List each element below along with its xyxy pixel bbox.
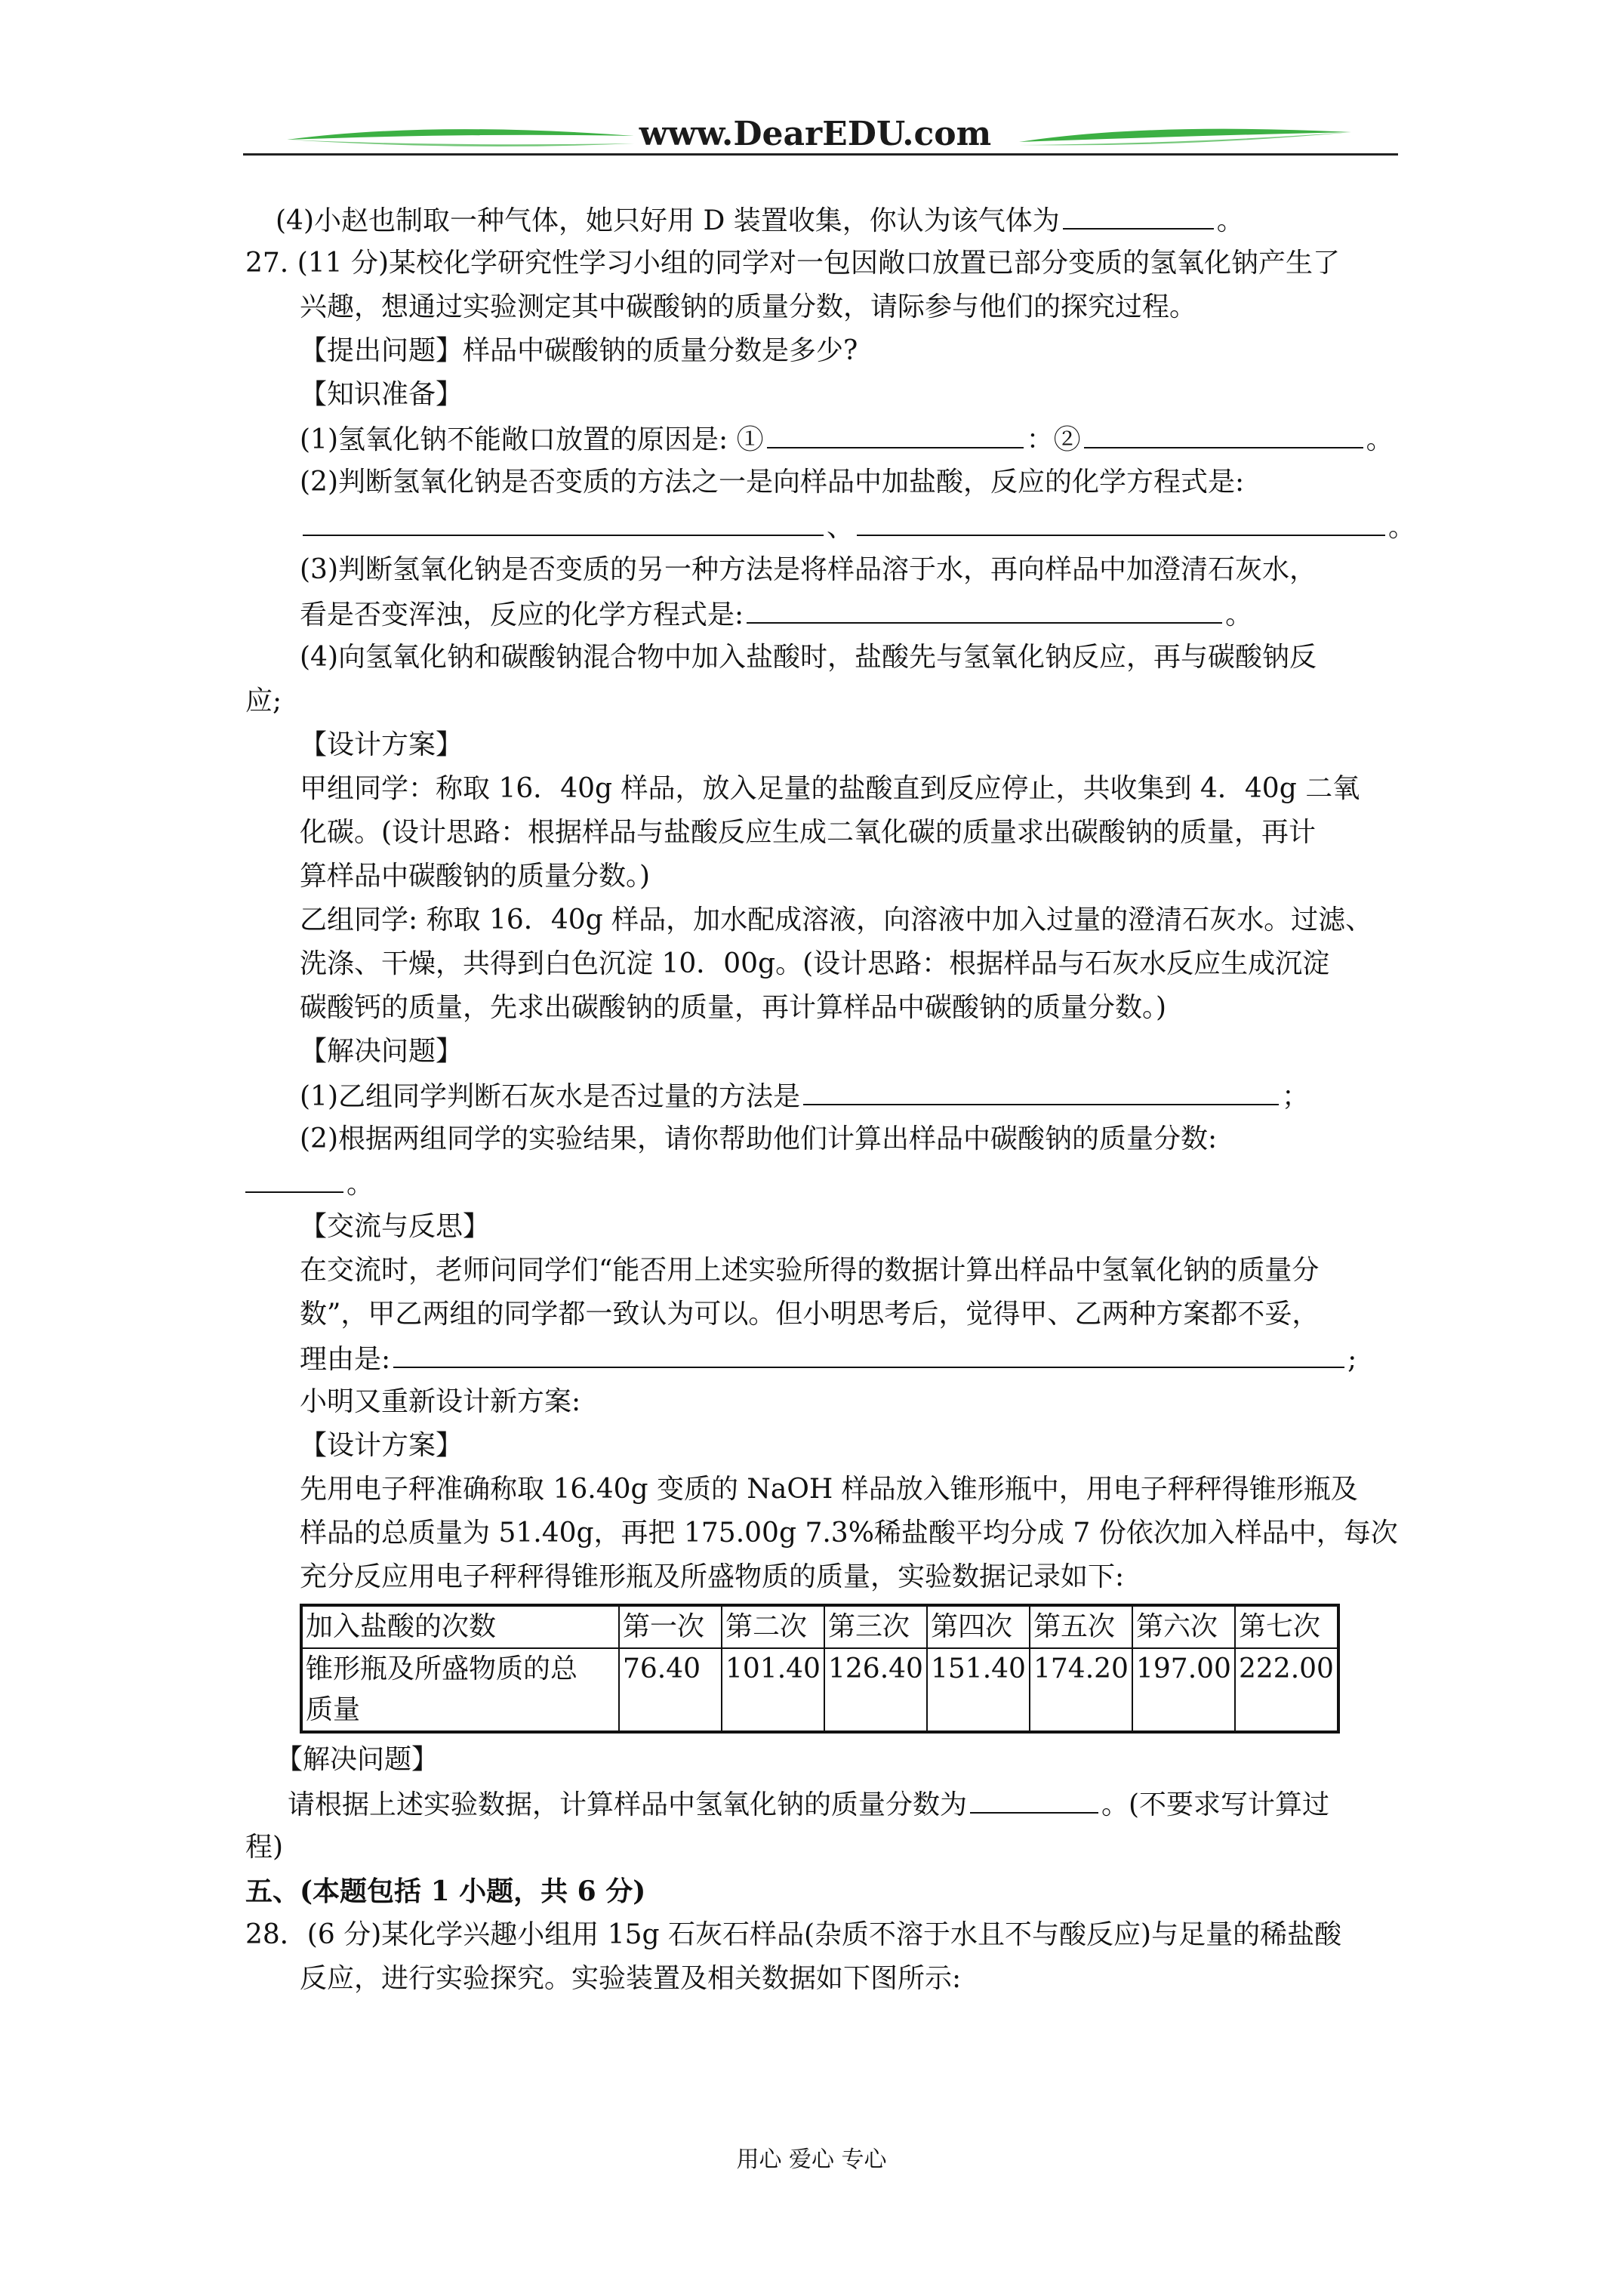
left-swoosh-tail: [287, 140, 634, 146]
reflect-heading: 【交流与反思】: [300, 1211, 491, 1242]
solve-2-blank: [245, 1161, 1400, 1205]
q27-title: 27. (11 分)某校化学研究性学习小组的同学对一包因敞口放置已部分变质的氢氧化钠产生了: [245, 248, 1341, 279]
group-a-1: 甲组同学：称取 16．40g 样品，放入足量的盐酸直到反应停止，共收集到 4．40g 二氧: [300, 773, 1360, 804]
table-header-cell: 第六次: [1132, 1605, 1235, 1648]
reflect-3: [245, 1336, 1400, 1380]
punct: ：②: [1026, 424, 1081, 455]
solve-heading: 【解决问题】: [300, 1036, 463, 1067]
equation-blank-1[interactable]: [303, 504, 824, 536]
table-cell: 222.00: [1235, 1648, 1338, 1732]
reflect-1: 在交流时，老师问同学们“能否用上述实验所得的数据计算出样品中氢氧化钠的质量分: [300, 1255, 1320, 1286]
solve-2: (2)根据两组同学的实验结果，请你帮助他们计算出样品中碳酸钠的质量分数:: [300, 1123, 1218, 1154]
plan-1: 先用电子秤准确称取 16.40g 变质的 NaOH 样品放入锥形瓶中，用电子秤秤得锥形瓶及: [300, 1474, 1358, 1505]
punct: 。: [1366, 424, 1394, 455]
table-header-cell: 第一次: [619, 1605, 722, 1648]
design-heading: 【设计方案】: [300, 729, 463, 760]
solve-1: [245, 1074, 1400, 1117]
text: 请根据上述实验数据，计算样品中氢氧化钠的质量分数为: [288, 1789, 968, 1820]
table-cell: 151.40: [927, 1648, 1030, 1732]
row-label-line: 质量: [306, 1694, 361, 1725]
knowledge-3: (3)判断氢氧化钠是否变质的另一种方法是将样品溶于水，再向样品中加澄清石灰水，: [300, 554, 1317, 585]
reason-blank[interactable]: [393, 1336, 1344, 1368]
punct: 。: [346, 1169, 374, 1200]
q28-line2: 反应，进行实验探究。实验装置及相关数据如下图所示:: [300, 1963, 962, 1994]
punct: 、: [827, 512, 855, 543]
right-swoosh: [1019, 129, 1351, 142]
final-question: [245, 1782, 1400, 1826]
knowledge-2-blanks: [245, 504, 1416, 548]
raise-question: 【提出问题】样品中碳酸钠的质量分数是多少?: [300, 335, 858, 366]
group-a-2: 化碳。(设计思路：根据样品与盐酸反应生成二氧化碳的质量求出碳酸钠的质量，再计: [300, 817, 1317, 848]
page-footer: 用心 爱心 专心: [736, 2147, 887, 2173]
table-header-cell: 第三次: [824, 1605, 927, 1648]
equation-blank-3[interactable]: [747, 592, 1222, 624]
row-label-line: 锥形瓶及所盛物质的总: [306, 1653, 578, 1684]
answer-blank[interactable]: [245, 1161, 343, 1193]
final-question-b: 程): [245, 1832, 284, 1863]
answer-blank[interactable]: [803, 1074, 1279, 1105]
group-b-2: 洗涤、干燥，共得到白色沉淀 10．00g。(设计思路：根据样品与石灰水反应生成沉淀: [300, 948, 1330, 979]
answer-blank[interactable]: [1063, 198, 1214, 230]
knowledge-4: (4)向氢氧化钠和碳酸钠混合物中加入盐酸时，盐酸先与氢氧化钠反应，再与碳酸钠反: [300, 642, 1317, 673]
left-swoosh: [287, 129, 634, 140]
punct: ；: [1282, 1081, 1310, 1112]
solve-heading-2: 【解决问题】: [276, 1744, 439, 1775]
knowledge-4b: 应;: [245, 686, 282, 717]
text: (1)氢氧化钠不能敞口放置的原因是: ①: [300, 424, 764, 455]
reflect-2: 数”，甲乙两组的同学都一致认为可以。但小明思考后，觉得甲、乙两种方案都不妥，: [300, 1299, 1320, 1330]
table-header-cell: 第七次: [1235, 1605, 1338, 1648]
document-body: [245, 198, 1416, 2001]
knowledge-heading: 【知识准备】: [300, 379, 463, 410]
table-row-label: [301, 1648, 619, 1732]
answer-blank[interactable]: [970, 1782, 1098, 1814]
text: (1)乙组同学判断石灰水是否过量的方法是: [300, 1081, 800, 1112]
group-a-3: 算样品中碳酸钠的质量分数。): [300, 861, 651, 892]
table-header-row: [301, 1605, 1338, 1648]
new-plan: 小明又重新设计新方案:: [300, 1386, 581, 1417]
punct: ;: [1347, 1344, 1357, 1375]
table-cell: 126.40: [824, 1648, 927, 1732]
group-b-1: 乙组同学: 称取 16．40g 样品，加水配成溶液，向溶液中加入过量的澄清石灰水。过滤、: [300, 905, 1373, 935]
table-header-cell: 第四次: [927, 1605, 1030, 1648]
table-header-cell: 第五次: [1030, 1605, 1132, 1648]
text: 看是否变浑浊，反应的化学方程式是:: [300, 599, 744, 630]
q28-title: 28．(6 分)某化学兴趣小组用 15g 石灰石样品(杂质不溶于水且不与酸反应)与足量的稀盐酸: [245, 1919, 1342, 1950]
text: 理由是:: [300, 1344, 391, 1375]
header-rule: [243, 153, 1398, 156]
text: (4)小赵也制取一种气体，她只好用 D 装置收集，你认为该气体为: [276, 205, 1060, 236]
knowledge-2: (2)判断氢氧化钠是否变质的方法之一是向样品中加盐酸，反应的化学方程式是:: [300, 467, 1245, 498]
table-cell: 76.40: [619, 1648, 722, 1732]
punct: 。: [1388, 512, 1416, 543]
answer-blank-2[interactable]: [1084, 417, 1363, 448]
text: 。(不要求写计算过: [1101, 1789, 1330, 1820]
table-cell: 101.40: [722, 1648, 824, 1732]
table-header-cell: 加入盐酸的次数: [301, 1605, 619, 1648]
equation-blank-2[interactable]: [857, 504, 1385, 536]
q26-4-line: [245, 198, 1400, 242]
data-table: [300, 1604, 1340, 1734]
table-row: [301, 1648, 1338, 1732]
punct: 。: [1225, 599, 1253, 630]
answer-blank-1[interactable]: [767, 417, 1024, 448]
banner-text: www.DearEDU.com: [639, 115, 992, 153]
knowledge-3b: [245, 592, 1400, 636]
design-heading-2: 【设计方案】: [300, 1430, 463, 1461]
knowledge-1: [245, 417, 1400, 461]
plan-2: 样品的总质量为 51.40g，再把 175.00g 7.3%稀盐酸平均分成 7 份依次加入样品中，每次: [300, 1518, 1398, 1549]
table-cell: 174.20: [1030, 1648, 1132, 1732]
table-header-cell: 第二次: [722, 1605, 824, 1648]
plan-3: 充分反应用电子秤秤得锥形瓶及所盛物质的质量，实验数据记录如下:: [300, 1561, 1125, 1592]
punct: 。: [1216, 205, 1244, 236]
group-b-3: 碳酸钙的质量，先求出碳酸钠的质量，再计算样品中碳酸钠的质量分数。): [300, 992, 1167, 1023]
section-five-title: 五、(本题包括 1 小题，共 6 分): [245, 1875, 646, 1907]
header-banner: [242, 113, 1397, 159]
q27-line2: 兴趣，想通过实验测定其中碳酸钠的质量分数，请际参与他们的探究过程。: [300, 291, 1197, 322]
table-cell: 197.00: [1132, 1648, 1235, 1732]
